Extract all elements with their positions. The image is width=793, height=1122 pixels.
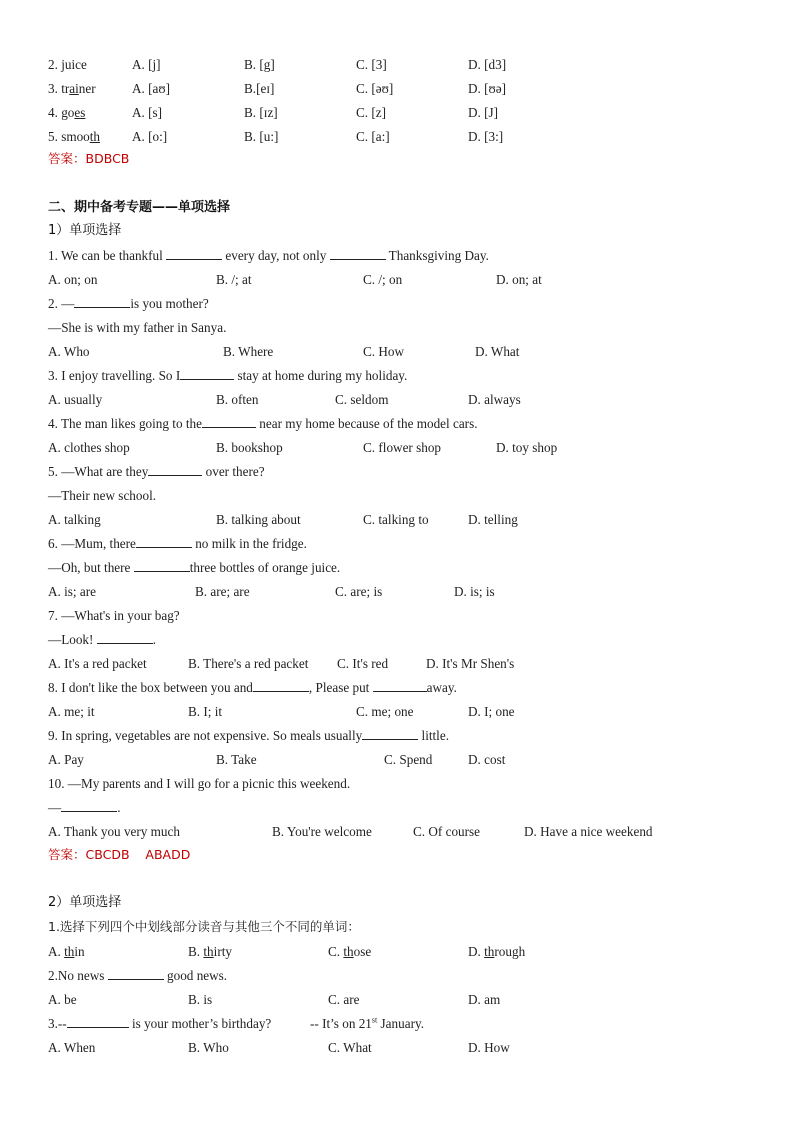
- option-b: [188, 943, 232, 961]
- reply-line: [48, 559, 340, 577]
- option-b: B. [u:]: [244, 129, 279, 144]
- question-10: 10. —My parents and I will go for a picnic this weekend.: [48, 776, 351, 791]
- answer-blank: [373, 679, 427, 692]
- option-a: [48, 943, 85, 961]
- question-3b: [48, 1015, 424, 1033]
- question-text: little.: [418, 728, 450, 743]
- question-4: [48, 415, 478, 433]
- word-rest: ner: [78, 81, 96, 96]
- option-letter: C.: [328, 944, 344, 959]
- option-c: [328, 943, 371, 961]
- option-letter: B.: [188, 944, 204, 959]
- question-number: 3. tr: [48, 81, 70, 96]
- option-a: A. [aʊ]: [132, 81, 170, 96]
- question-text: 4. The man likes going to the: [48, 416, 202, 431]
- option-c: C. [3]: [356, 57, 387, 72]
- question-text: .: [152, 632, 157, 647]
- option-a: A. be: [48, 992, 77, 1007]
- question-text: —Oh, but there: [48, 560, 134, 575]
- option-c: C. What: [328, 1040, 372, 1055]
- question-text: 1. We can be thankful: [48, 248, 167, 263]
- option-b: B. There's a red packet: [188, 656, 309, 671]
- option-d: D. always: [468, 392, 521, 407]
- question-6: [48, 535, 307, 553]
- option-b: B. [g]: [244, 57, 275, 72]
- option-c: C. Of course: [413, 824, 481, 839]
- ordinal-suffix: st: [371, 1015, 378, 1025]
- word-rest: uice: [64, 57, 87, 72]
- option-d: D. I; one: [468, 704, 515, 719]
- question-text: good news.: [163, 968, 228, 983]
- answer-blank: [67, 1015, 129, 1028]
- underlined-letters: th: [89, 129, 101, 144]
- option-c: C. It's red: [337, 656, 389, 671]
- answer-blank: [136, 535, 192, 548]
- option-b: B. Who: [188, 1040, 229, 1055]
- question-text: Thanksgiving Day.: [385, 248, 489, 263]
- question-text: near my home because of the model cars.: [255, 416, 478, 431]
- answer-label: 答案：: [48, 847, 86, 862]
- option-d: D. [J]: [468, 105, 499, 120]
- option-c: C. [a:]: [356, 129, 390, 144]
- phonetic-row: [48, 80, 506, 98]
- option-a: A. [s]: [132, 105, 163, 120]
- question-number: 2.: [48, 57, 62, 72]
- option-b: B. is: [188, 992, 213, 1007]
- question-text: 2. —: [48, 296, 75, 311]
- option-a: A. [j]: [132, 57, 161, 72]
- option-a: A. usually: [48, 392, 103, 407]
- question-text: 5. —What are they: [48, 464, 149, 479]
- question-number: 5. smoo: [48, 129, 90, 144]
- option-c: C. [əʊ]: [356, 81, 394, 96]
- phonetic-row: [48, 56, 507, 74]
- underlined-letters: th: [484, 944, 495, 959]
- option-b: B. You're welcome: [272, 824, 372, 839]
- question-3: [48, 367, 407, 385]
- answer-blank: [134, 559, 190, 572]
- option-b: B. talking about: [216, 512, 301, 527]
- reply-line: [48, 631, 156, 649]
- option-c: C. Spend: [384, 752, 433, 767]
- option-b: B. Where: [223, 344, 274, 359]
- option-d: D. How: [468, 1040, 510, 1055]
- option-d: D. cost: [468, 752, 506, 767]
- question-text: every day, not only: [222, 248, 330, 263]
- question-text: is your mother’s birthday?: [128, 1016, 272, 1031]
- option-b: B. are; are: [195, 584, 250, 599]
- section-heading: 二、期中备考专题——单项选择: [48, 200, 231, 215]
- question-text: , Please put: [308, 680, 373, 695]
- reply-line: —Their new school.: [48, 488, 157, 503]
- option-b: B.[eɪ]: [244, 81, 275, 96]
- answer-blank: [180, 367, 234, 380]
- reply-line: [48, 799, 120, 817]
- part-title: 2）单项选择: [48, 895, 122, 910]
- question-2b: [48, 967, 227, 985]
- question-text: is you mother?: [130, 296, 209, 311]
- answer-blank: [166, 247, 222, 260]
- underlined-letters: ai: [69, 81, 79, 96]
- option-d: D. telling: [468, 512, 518, 527]
- option-b: B. I; it: [188, 704, 223, 719]
- option-b: B. bookshop: [216, 440, 283, 455]
- answer-line: [48, 150, 129, 168]
- question-text: 2.No news: [48, 968, 108, 983]
- phonetic-row: [48, 104, 499, 122]
- option-d: D. is; is: [454, 584, 495, 599]
- option-d: D. Have a nice weekend: [524, 824, 653, 839]
- reply-text: [310, 1015, 424, 1033]
- question-number: 4. go: [48, 105, 75, 120]
- question-2: [48, 295, 209, 313]
- question-text: —: [48, 800, 62, 815]
- answer-blank: [202, 415, 256, 428]
- option-c: C. talking to: [363, 512, 429, 527]
- answer-blank: [330, 247, 386, 260]
- answer-blank: [108, 967, 164, 980]
- option-a: A. Pay: [48, 752, 84, 767]
- option-a: A. me; it: [48, 704, 95, 719]
- option-c: C. me; one: [356, 704, 414, 719]
- word-rest: irty: [213, 944, 232, 959]
- question-text: 9. In spring, vegetables are not expensive. So meals usually: [48, 728, 363, 743]
- question-8: [48, 679, 457, 697]
- option-letter: D.: [468, 944, 485, 959]
- underlined-letters: th: [203, 944, 214, 959]
- option-a: A. talking: [48, 512, 101, 527]
- option-b: B. Take: [216, 752, 257, 767]
- underlined-letters: j: [61, 57, 65, 72]
- option-a: A. on; on: [48, 272, 98, 287]
- answer-line: [48, 846, 190, 864]
- option-c: C. /; on: [363, 272, 403, 287]
- question-text: 8. I don't like the box between you and: [48, 680, 253, 695]
- answer-blank: [253, 679, 309, 692]
- reply-part: January.: [377, 1016, 424, 1031]
- word-rest: rough: [494, 944, 526, 959]
- option-c: C. are: [328, 992, 360, 1007]
- option-a: A. Who: [48, 344, 90, 359]
- option-a: A. clothes shop: [48, 440, 130, 455]
- option-a: A. When: [48, 1040, 96, 1055]
- option-c: C. seldom: [335, 392, 389, 407]
- option-a: A. [o:]: [132, 129, 168, 144]
- question-text: .: [117, 800, 121, 815]
- option-d: D. [ʊə]: [468, 81, 506, 96]
- option-c: C. are; is: [335, 584, 383, 599]
- option-c: C. How: [363, 344, 405, 359]
- option-a: A. It's a red packet: [48, 656, 147, 671]
- option-d: D. [3:]: [468, 129, 504, 144]
- question-text: 3. I enjoy travelling. So I: [48, 368, 181, 383]
- option-d: D. It's Mr Shen's: [426, 656, 515, 671]
- option-c: C. flower shop: [363, 440, 442, 455]
- question-text: stay at home during my holiday.: [234, 368, 408, 383]
- question-5: [48, 463, 265, 481]
- answer-blank: [61, 799, 117, 812]
- answer-label: 答案：: [48, 151, 86, 166]
- question-text: 6. —Mum, there: [48, 536, 136, 551]
- option-b: B. [ɪz]: [244, 105, 278, 120]
- option-b: B. /; at: [216, 272, 252, 287]
- phonetic-row: [48, 128, 504, 146]
- answer-blank: [74, 295, 130, 308]
- option-d: D. [d3]: [468, 57, 507, 72]
- option-a: A. is; are: [48, 584, 96, 599]
- question-text: 1.选择下列四个中划线部分读音与其他三个不同的单词：: [48, 919, 360, 934]
- question-text: over there?: [202, 464, 265, 479]
- question-text: no milk in the fridge.: [191, 536, 307, 551]
- answer-value: CBCDB ABADD: [85, 847, 191, 862]
- answer-blank: [148, 463, 202, 476]
- word-rest: ose: [353, 944, 372, 959]
- option-d: D. am: [468, 992, 501, 1007]
- question-text: three bottles of orange juice.: [189, 560, 341, 575]
- answer-blank: [97, 631, 153, 644]
- word-rest: in: [74, 944, 85, 959]
- part-title: 1）单项选择: [48, 223, 122, 238]
- underlined-letters: th: [64, 944, 75, 959]
- question-text: —Look!: [48, 632, 97, 647]
- option-d: D. on; at: [496, 272, 542, 287]
- question-text: 3.--: [48, 1016, 67, 1031]
- option-d: D. toy shop: [496, 440, 558, 455]
- option-c: C. [z]: [356, 105, 387, 120]
- question-1: [48, 247, 489, 265]
- question-text: away.: [426, 680, 457, 695]
- underlined-letters: th: [343, 944, 354, 959]
- answer-value: BDBCB: [85, 151, 130, 166]
- reply-line: —She is with my father in Sanya.: [48, 320, 227, 335]
- question-9: [48, 727, 449, 745]
- answer-blank: [362, 727, 418, 740]
- option-d: [468, 943, 525, 961]
- option-letter: A.: [48, 944, 65, 959]
- option-b: B. often: [216, 392, 259, 407]
- question-7: 7. —What's in your bag?: [48, 608, 180, 623]
- option-d: D. What: [475, 344, 520, 359]
- option-a: A. Thank you very much: [48, 824, 180, 839]
- reply-part: -- It’s on 21: [310, 1016, 372, 1031]
- underlined-letters: es: [74, 105, 86, 120]
